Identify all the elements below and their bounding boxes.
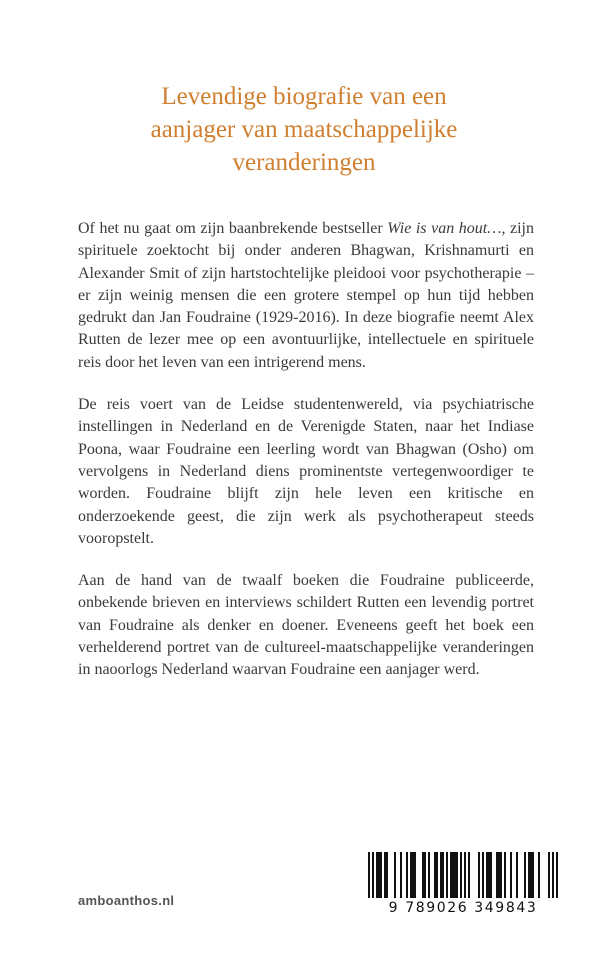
blurb-text-after-title: , zijn spirituele zoektocht bij onder anderen Bhagwan, Krishnamurti en Alexander Smit of zijn hartstochtelijke pleidooi voor psychotherapie – er zijn weinig mensen die een grotere stempel op hun tijd hebben gedrukt dan Jan Foudraine (1929-2016). In deze biografie neemt Alex Rutten de lezer mee op een avontuurlijke, intellectuele en spirituele reis door het leven van een intrigerend mens. — [78, 220, 534, 371]
barcode-number: 9 789026 349843 — [388, 900, 538, 916]
book-title-italic: Wie is van hout… — [387, 220, 502, 237]
barcode — [368, 852, 558, 916]
tagline-line-3: veranderingen — [232, 149, 376, 176]
tagline-line-2: aanjager van maatschappelijke — [150, 116, 458, 143]
blurb-text-before-title: Of het nu gaat om zijn baanbrekende bestseller — [78, 220, 388, 237]
blurb-paragraph-3: Aan de hand van de twaalf boeken die Foudraine publiceerde, onbekende brieven en interviews schildert Rutten een levendig portret van Foudraine als denker en doener. Eveneens geeft het boek een verhelderend portret van de cultureel-maatschappelijke veranderingen in naoorlogs Nederland waarvan Foudraine een aanjager werd. — [78, 572, 534, 679]
publisher-url: amboanthos.nl — [78, 893, 175, 908]
cover-tagline — [0, 80, 608, 179]
tagline-line-1: Levendige biografie van een — [161, 83, 447, 110]
barcode-bars-icon — [368, 852, 558, 898]
blurb-paragraph-2: De reis voert van de Leidse studentenwereld, via psychiatrische instellingen in Nederland en de Verenigde Staten, naar het Indiase Poona, waar Foudraine een leerling wordt van Bhagwan (Osho) om vervolgens in Nederland diens prominentste vertegenwoordiger te worden. Foudraine blijft zijn hele leven een kritische en onderzoekende geest, die zijn werk als psychotherapeut steeds vooropstelt. — [78, 396, 534, 547]
blurb — [78, 218, 534, 702]
blurb-paragraph-1 — [78, 218, 534, 374]
